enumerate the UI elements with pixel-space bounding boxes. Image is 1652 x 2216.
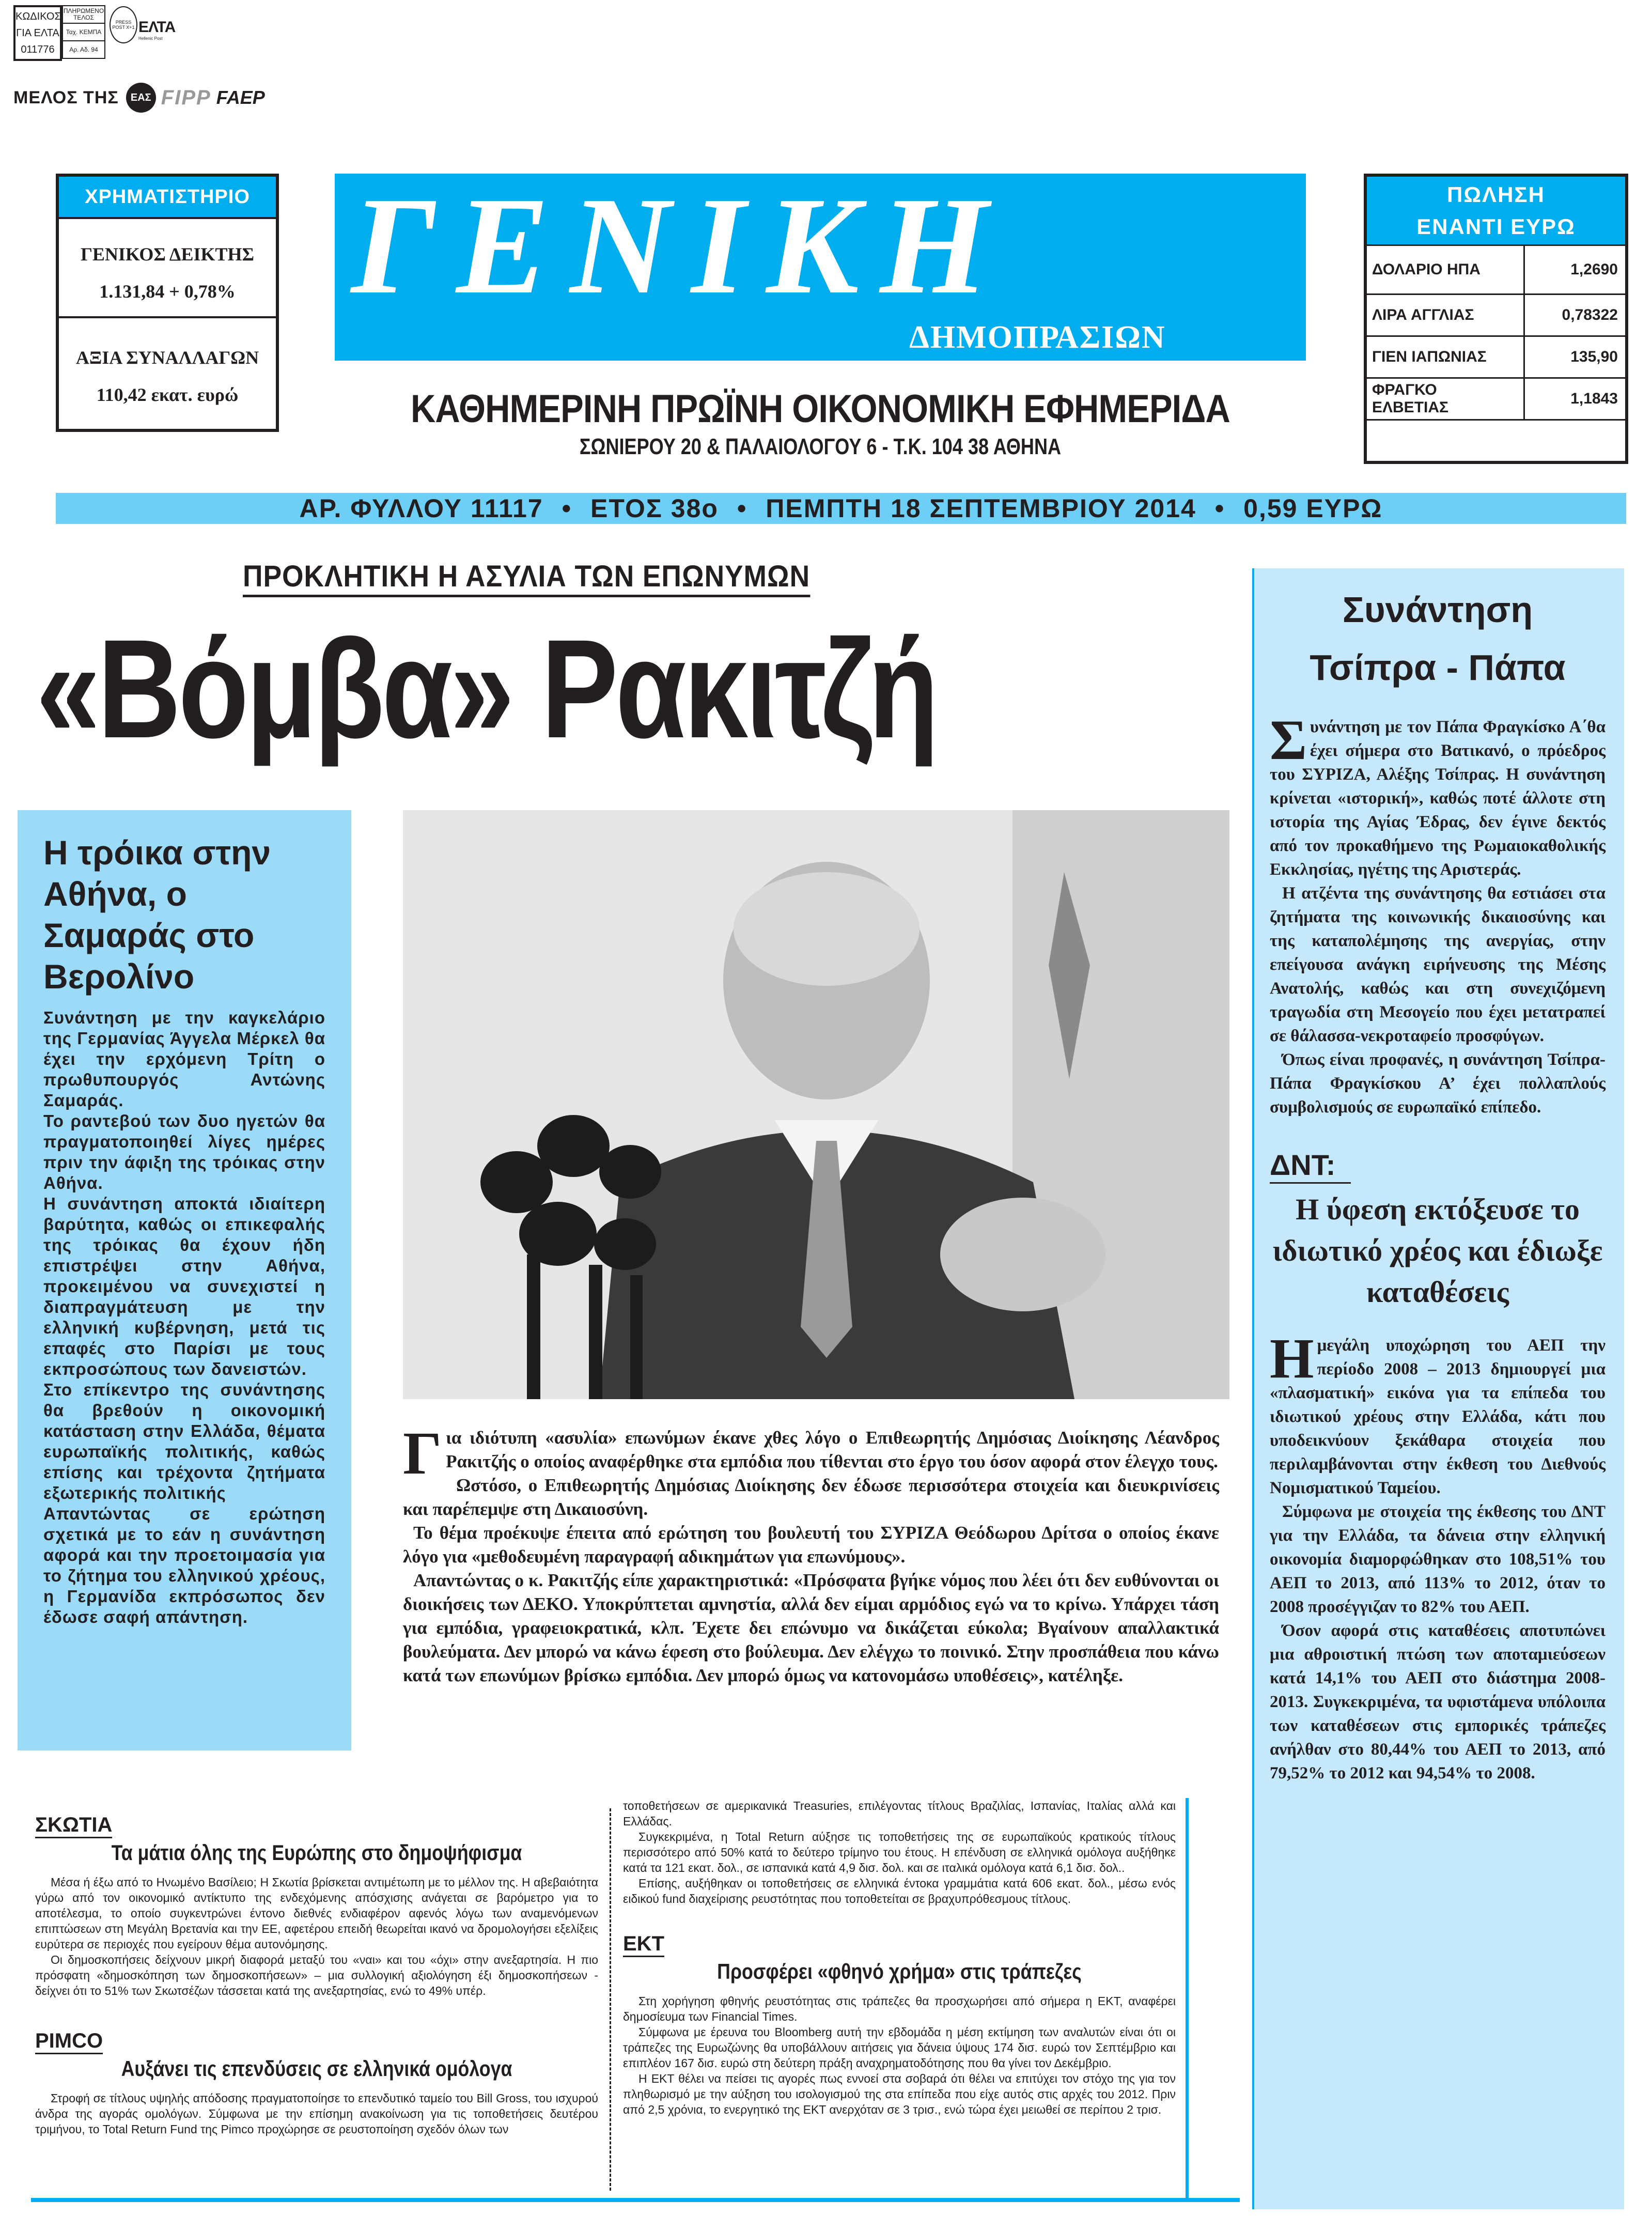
pimco-body-continued [623, 1798, 1176, 1907]
right-column-content [1270, 581, 1606, 1785]
currency-row [1367, 336, 1625, 378]
scotland-paragraph: Οι δημοσκοπήσεις δείχνουν μικρή διαφορά μεταξύ του «ναι» και του «όχι» στην ανεξαρτησία. Η πιο πρόσφατη «δημοσκόπηση των δημοσκοπήσεων» – μια συλλογική αξιολόγηση έξι δημοσκοπήσεων - δείχνει ότι το 51% των Σκωτσέζων τάσσεται κατά της ανεξαρτησίας, ενώ το 49% υπέρ. [35, 1953, 598, 1997]
pimco-section-label: PIMCO [35, 2029, 103, 2054]
lead-paragraph: Το θέμα προέκυψε έπειτα από ερώτηση του βουλευτή του ΣΥΡΙΖΑ Θεόδωρου Δρίτσα ο οποίος έκανε λόγο για «μεθοδευμένη παραγραφή αδικημάτων για επωνύμους». [403, 1523, 1219, 1567]
troika-paragraph: Στο επίκεντρο της συνάντησης θα βρεθούν η οικονομική κατάσταση στην Ελλάδα, θέματα ευρωπαϊκής πολιτικής, καθώς επίσης και τρέχοντα ζητήματα εξωτερικής πολιτικής [43, 1380, 325, 1502]
tsipras-body [1270, 708, 1606, 1119]
lead-paragraph: Ωστόσο, ο Επιθεωρητής Δημόσιας Διοίκησης δεν έδωσε περισσότερα στοιχεία και διευκρινίσεις και παρέπεμψε στη Δικαιοσύνη. [403, 1475, 1219, 1519]
turnover-cell [59, 318, 276, 413]
currency-rate: 0,78322 [1524, 295, 1626, 336]
scotland-body [35, 1874, 598, 1998]
troika-paragraph: Η συνάντηση αποκτά ιδιαίτερη βαρύτητα, καθώς οι επικεφαλής της τρόικας θα έχουν ήδη επιστρέψει στην Αθήνα, προκειμένου να συνεχιστεί η διαπραγμάτευση με την ελληνική κυβέρνηση, μετά τις επαφές στο Παρίσι με τους εκπροσώπους των δανειστών. [43, 1194, 325, 1378]
turnover-label: ΑΞΙΑ ΣΥΝΑΛΛΑΓΩΝ [75, 347, 259, 368]
ecb-paragraph: Στη χορήγηση φθηνής ρευστότητας στις τράπεζες θα προσχωρήσει από σήμερα η ΕΚΤ, αναφέρει δημοσίευμα των Financial Times. [623, 1994, 1176, 2023]
currency-name: ΔΟΛΑΡΙΟ ΗΠΑ [1367, 246, 1524, 295]
tsipras-title [1270, 581, 1606, 696]
pimco-paragraph: Στροφή σε τίτλους υψηλής απόδοσης πραγματοποίησε το επενδυτικό ταμείο του Bill Gross, του ισχυρού άνδρα της αγοράς ομολόγων. Σύμφωνα με την επίσημη ανακοίνωση για τις τοποθετήσεις δευτέρου τριμήνου, το Total Return Fund της Pimco προχώρησε σε ρευστοποίηση σχεδόν όλων των [35, 2091, 598, 2136]
troika-body [43, 1008, 325, 1628]
currency-rates-title-line: ΕΝΑΝΤΙ ΕΥΡΩ [1416, 214, 1576, 239]
general-index-cell [59, 219, 276, 318]
tsipras-paragraph [1270, 708, 1606, 881]
lead-photo-illustration [403, 810, 1229, 1399]
tsipras-title-line: Τσίπρα - Πάπα [1310, 647, 1566, 688]
imf-title: Η ύφεση εκτόξευσε το ιδιωτικό χρέος και έδιωξε καταθέσεις [1272, 1192, 1603, 1309]
currency-name: ΓΙΕΝ ΙΑΠΩΝΙΑΣ [1367, 336, 1524, 378]
membership-label: ΜΕΛΟΣ ΤΗΣ [13, 87, 119, 107]
postal-code-box [13, 5, 62, 61]
postage-paid-line: ΠΛΗΡΩΜΕΝΟ ΤΕΛΟΣ [63, 6, 104, 24]
briefs-right-rule [1186, 1798, 1189, 2201]
ecb-title: Προσφέρει «φθηνό χρήμα» στις τράπεζες [717, 1959, 1082, 1983]
scotland-paragraph: Μέσα ή έξω από το Ηνωμένο Βασίλειο; Η Σκωτία βρίσκεται αντιμέτωπη με το μέλλον της. Η αβεβαιότητα γύρω από τον οικονομικό αντίκτυπο της ενδεχόμενης απόσχισης ανάγεται σε βαρόμετρο για το αποτέλεσμα, το οποίο συγκεντρώνει έντονο διεθνές ενδιαφέρον αφενός λόγω των αναμενόμενων επιπτώσεων στη Μεγάλη Βρετανία και την ΕΕ, αφετέρου επειδή θεωρείται ικανό να δρομολογήσει εξελίξεις ευρύτερα σε περιοχές που εγείρουν θέμα αυτονόμησης. [35, 1876, 598, 1951]
scotland-section-label: ΣΚΩΤΙΑ [35, 1814, 112, 1838]
lead-kicker: ΠΡΟΚΛΗΤΙΚΗ Η ΑΣΥΛΙΑ ΤΩΝ ΕΠΩΝΥΜΩΝ [243, 559, 810, 597]
currency-rates-title-line: ΠΩΛΗΣΗ [1447, 182, 1545, 207]
press-post-stamp-icon: PRESS POST X+1 [110, 6, 137, 43]
membership-logos [126, 83, 265, 113]
imf-paragraph: Σύμφωνα με στοιχεία της έκθεσης του ΔΝΤ για την Ελλάδα, τα δάνεια στην ελληνική οικονομία διαμορφώθηκαν στο 108,51% του ΑΕΠ το 2013, από 113% το 2012, όταν το 2008 προσέγγιζαν το 82% του ΑΕΠ. [1270, 1502, 1606, 1616]
pimco-paragraph: τοποθετήσεων σε αμερικανικά Treasuries, επιλέγοντας τίτλους Βραζιλίας, Ισπανίας, Ιταλίας αλλά και Ελλάδας. [623, 1799, 1176, 1828]
troika-title: Η τρόικα στην Αθήνα, ο Σαμαράς στο Βερολίνο [43, 833, 271, 996]
bullet-separator-icon: • [562, 494, 572, 523]
briefs-column-left [35, 1814, 598, 2137]
imf-paragraph-text: μεγάλη υποχώρηση του ΑΕΠ την περίοδο 2008 – 2013 δημιουργεί μια «πλασματική» εικόνα για τα επίπεδα του ιδιωτικού χρέους στην Ελλάδα, κάτι που υποδεικνύουν ξεκάθαρα στοιχεία που περιλαμβάνονται στην έκθεση του Διεθνούς Νομισματικού Ταμείου. [1270, 1336, 1606, 1497]
lead-dropcap: Γ [403, 1419, 442, 1487]
pimco-title: Αυξάνει τις επενδύσεις σε ελληνικά ομόλογα [121, 2056, 512, 2081]
ecb-paragraph: Σύμφωνα με έρευνα του Bloomberg αυτή την εβδομάδα η μέση εκτίμηση των αναλυτών είναι ότι οι τράπεζες της Ευρωζώνης θα υποβάλλουν αιτήσεις για δάνεια ύψους 174 δισ. ευρώ τον Σεπτέμβριο και επιπλέον 167 δισ. ευρώ στη δεύτερη πράξη αναχρηματοδότησης που θα γίνει τον Δεκέμβριο. [623, 2025, 1176, 2070]
masthead-tagline: ΚΑΘΗΜΕΡΙΝΗ ΠΡΩΪΝΗ ΟΙΚΟΝΟΜΙΚΗ ΕΦΗΜΕΡΙΔΑ [410, 387, 1230, 431]
currency-rates-box [1364, 174, 1628, 464]
issue-number: ΑΡ. ΦΥΛΛΟΥ 11117 [299, 494, 543, 523]
tsipras-dropcap: Σ [1270, 708, 1307, 771]
briefs-bottom-rule [31, 2198, 1240, 2202]
scotland-title: Τα μάτια όλης της Ευρώπης στο δημοψήφισμα [111, 1840, 522, 1865]
elta-logo: ΕΛΤΑ [138, 19, 176, 36]
pimco-paragraph: Επίσης, αυξήθηκαν οι τοποθετήσεις σε ελληνικά έντοκα γραμμάτια κατά 606 εκατ. δολ., μέσω ενός ειδικού fund διαχείρισης ρευστότητας που τοποθετείται σε βραχυπρόθεσμους τίτλους. [623, 1877, 1176, 1905]
imf-dropcap: Η [1270, 1327, 1314, 1390]
general-index-label: ΓΕΝΙΚΟΣ ΔΕΙΚΤΗΣ [80, 244, 255, 265]
faep-logo: FAEP [216, 87, 265, 108]
currency-row [1367, 246, 1625, 295]
imf-paragraph [1270, 1327, 1606, 1500]
lead-paragraph: Απαντώντας ο κ. Ρακιτζής είπε χαρακτηριστικά: «Πρόσφατα βγήκε νόμος που λέει ότι δεν ευθύνονται οι διοικήσεις των ΔΕΚΟ. Υποκρύπτεται αμνηστία, αλλά δεν είμαι αρμόδιος εγώ να το κρίνω. Υπάρχει τάση για εμπόδια, γραφειοκρατικά, κλπ. Έχετε δει επώνυμο να δικάζεται εύκολα; Βγαίνουν απαλλακτικά βουλεύματα. Δεν μπορώ να κάνω έφεση στο βούλευμα. Δεν ελέγχω το ποινικό. Στην προσπάθεια που κάνω κατά των επωνύμων βρίσκω εμπόδια. Δεν μπορώ όμως να κατονομάσω υποθέσεις», κατέληξε. [403, 1570, 1219, 1685]
postage-paid-line: Ταχ. ΚΕΜΠΑ [63, 24, 104, 41]
briefs-column-divider [610, 1808, 611, 2191]
ecb-paragraph: Η ΕΚΤ θέλει να πείσει τις αγορές πως εννοεί στα σοβαρά ότι θέλει να επιτύχει τον στόχο της για τον πληθωρισμό με την αύξηση του ισολογισμού της στα επίπεδα που είχε αυτός στις αρχές του 2012. Πριν από 2,5 χρόνια, το ενεργητικό της ΕΚΤ ανερχόταν σε 3 τρισ., ενώ τώρα έχει μειωθεί σε περίπου 2 τρισ. [623, 2072, 1176, 2116]
stock-market-box [56, 174, 279, 432]
pimco-paragraph: Συγκεκριμένα, η Total Return αύξησε τις τοποθετήσεις της σε ευρωπαϊκούς κρατικούς τίτλους περισσότερο από 50% κατά το δεύτερο τρίμηνο του έτους. Η επένδυση σε ελληνικά ομόλογα αυξήθηκε κατά τα 121 εκατ. δολ., σε ισπανικά κατά 4,9 δισ. δολ. και σε ιταλικά ομόλογα κατά 6,1 δισ. δολ.. [623, 1830, 1176, 1874]
currency-row [1367, 295, 1625, 336]
general-index-value: 1.131,84 + 0,78% [99, 281, 236, 302]
lead-paragraph-text: ια ιδιότυπη «ασυλία» επωνύμων έκανε χθες λόγο ο Επιθεωρητής Δημόσιας Διοίκησης Λέανδρος Ρακιτζής ο οποίος αναφέρθηκε στα εμπόδια που τίθενται στο έργο του όσον αφορά στον έλεγχο τους. [446, 1428, 1219, 1471]
stock-market-title: ΧΡΗΜΑΤΙΣΤΗΡΙΟ [59, 177, 276, 219]
imf-body [1270, 1327, 1606, 1785]
issue-year: ΕΤΟΣ 38ο [590, 494, 719, 523]
currency-rate: 1,1843 [1524, 378, 1626, 420]
masthead-subtitle: ΔΗΜΟΠΡΑΣΙΩΝ [909, 320, 1166, 355]
currency-rates-title [1367, 177, 1625, 246]
issue-date: ΠΕΜΠΤΗ 18 ΣΕΠΤΕΜΒΡΙΟΥ 2014 [766, 494, 1196, 523]
currency-name: ΛΙΡΑ ΑΓΓΛΙΑΣ [1367, 295, 1524, 336]
currency-rate: 135,90 [1524, 336, 1626, 378]
turnover-value: 110,42 εκατ. ευρώ [96, 384, 239, 405]
masthead-address: ΣΩΝΙΕΡΟΥ 20 & ΠΑΛΑΙΟΛΟΓΟΥ 6 - Τ.Κ. 104 38 ΑΘΗΝΑ [579, 434, 1062, 459]
issue-info-bar [56, 493, 1626, 524]
elta-logo-subtitle: Hellenic Post [138, 36, 163, 41]
membership-row [13, 83, 265, 113]
postal-code-line: ΓΙΑ ΕΛΤΑ [16, 27, 59, 39]
postage-paid-line: Αρ. Αδ. 94 [69, 45, 98, 53]
lead-paragraph [403, 1419, 1219, 1487]
troika-paragraph: Το ραντεβού των δυο ηγετών θα πραγματοποιηθεί λίγες ημέρες πριν την άφιξη της τρόικας στην Αθήνα. [43, 1111, 325, 1192]
tsipras-paragraph: Όπως είναι προφανές, η συνάντηση Τσίπρα-Πάπα Φραγκίσκου Α’ έχει πολλαπλούς συμβολισμούς σε ευρωπαϊκό επίπεδο. [1270, 1050, 1606, 1117]
tsipras-paragraph: Η ατζέντα της συνάντησης θα εστιάσει στα ζητήματα της κοινωνικής δικαιοσύνης και της καταπολέμησης της ανεργίας, στην επείγουσα ανάγκη ειρήνευσης της Μέσης Ανατολής, καθώς και στη συνεχιζόμενη τραγωδία στη Μεσογείο που έχει μετατραπεί σε θάλασσα-νεκροταφείο προσφύγων. [1270, 884, 1606, 1045]
troika-paragraph: Απαντώντας σε ερώτηση σχετικά με το εάν η συνάντηση αφορά και την προετοιμασία για το ζήτημα του ελληνικού χρέους, η Γερμανίδα εκπρόσωπος δεν έδωσε σαφή απάντηση. [43, 1504, 325, 1626]
postage-paid-box [62, 5, 105, 59]
ecb-body [623, 1993, 1176, 2117]
lead-photo [403, 810, 1229, 1399]
bullet-separator-icon: • [737, 494, 747, 523]
eas-logo-icon: ΕΑΣ [126, 83, 156, 113]
tsipras-title-line: Συνάντηση [1342, 590, 1533, 630]
postal-code-line: 011776 [21, 44, 55, 55]
tsipras-paragraph-text: υνάντηση με τον Πάπα Φραγκίσκο Α΄θα έχει σήμερα στο Βατικανό, ο πρόεδρος του ΣΥΡΙΖΑ, Αλέξης Τσίπρας. Η συνάντηση κρίνεται «ιστορική», καθώς ποτέ άλλοτε στη ιστορία της Αγίας Έδρας, δεν έγινε δεκτός από τον προκαθήμενο της Ρωμαιοκαθολικής Εκκλησίας, ηγέτης της Αριστεράς. [1270, 718, 1606, 879]
masthead-title: ΓΕΝΙΚΗ [351, 168, 1009, 323]
lead-article-body [403, 1419, 1219, 1687]
currency-rate: 1,2690 [1524, 246, 1626, 295]
currency-name: ΦΡΑΓΚΟ ΕΛΒΕΤΙΑΣ [1367, 378, 1524, 420]
imf-paragraph: Όσον αφορά στις καταθέσεις αποτυπώνει μια αθροιστική πτώση των αποταμιεύσεων κατά 14,1% του ΑΕΠ στο διάστημα 2008-2013. Συγκεκριμένα, τα υφιστάμενα υπόλοιπα των καταθέσεων στις εμπορικές τράπεζες ανήλθαν στο 80,44% του ΑΕΠ το 2013, από 79,52% το 2012 και 94,54% το 2008. [1270, 1621, 1606, 1783]
ecb-section-label: ΕΚΤ [623, 1932, 664, 1957]
briefs-column-right [623, 1798, 1176, 2117]
postal-code-line: ΚΩΔΙΚΟΣ [15, 11, 61, 22]
lead-headline: «Βόμβα» Ρακιτζή [36, 610, 937, 767]
currency-row [1367, 378, 1625, 420]
bullet-separator-icon: • [1214, 494, 1225, 523]
pimco-body [35, 2090, 598, 2137]
imf-section-label: ΔΝΤ: [1270, 1148, 1351, 1184]
fipp-logo: FIPP [161, 86, 211, 109]
issue-price: 0,59 ΕΥΡΩ [1243, 494, 1383, 523]
troika-paragraph: Συνάντηση με την καγκελάριο της Γερμανίας Άγγελα Μέρκελ θα έχει την ερχόμενη Τρίτη ο πρωθυπουργός Αντώνης Σαμαράς. [43, 1008, 325, 1110]
currency-rates-table [1367, 246, 1625, 421]
